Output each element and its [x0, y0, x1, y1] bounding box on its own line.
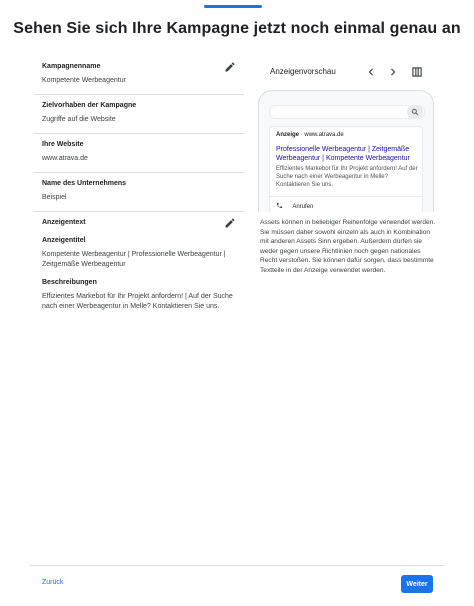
footer-divider — [30, 565, 444, 566]
back-button[interactable]: Zurück — [42, 579, 64, 586]
page-title: Sehen Sie sich Ihre Kampagne jetzt noch einmal genau an — [13, 20, 461, 37]
edit-ad-text-pencil-icon[interactable] — [224, 217, 236, 229]
preview-next-chevron-right-icon[interactable] — [386, 65, 400, 79]
ad-meta — [276, 132, 344, 138]
preview-prev-chevron-left-icon[interactable] — [364, 65, 378, 79]
website-label: Ihre Website — [42, 141, 84, 148]
ad-headline[interactable]: Professionelle Werbeagentur | Zeitgemäße Werbeagentur | Kompetente Werbeagentur — [276, 146, 410, 162]
edit-campaign-name-pencil-icon[interactable] — [224, 61, 236, 73]
mobile-preview-frame — [258, 90, 434, 212]
ad-text-label: Anzeigentext — [42, 219, 86, 226]
ad-description: Effizientes Markebot für Ihr Projekt anfordern! Auf der Suche nach einer Werbeagentur in Melle? Kontaktieren Sie uns. — [276, 166, 418, 188]
section-ad-text — [34, 212, 244, 320]
goal-value: Zugriffe auf die Website — [42, 116, 116, 123]
next-button[interactable]: Weiter — [401, 575, 433, 593]
preview-search-icon — [407, 105, 423, 119]
progress-indicator — [204, 5, 262, 8]
goal-label: Zielvorhaben der Kampagne — [42, 102, 137, 109]
campaign-name-label: Kampagnenname — [42, 63, 101, 70]
preview-header — [268, 64, 430, 82]
descriptions-label: Beschreibungen — [42, 279, 97, 286]
section-campaign-name — [34, 56, 244, 95]
preview-title: Anzeigenvorschau — [270, 67, 336, 76]
headlines-label: Anzeigentitel — [42, 237, 86, 244]
headlines-value: Kompetente Werbeagentur | Professionelle Werbeagentur | Zeitgemäße Werbeagentur — [42, 251, 226, 268]
section-goal — [34, 95, 244, 134]
phone-icon — [276, 202, 283, 209]
campaign-name-value: Kompetente Werbeagentur — [42, 77, 126, 84]
ad-display-url: www.atrava.de — [304, 132, 344, 138]
asset-order-notice: Assets können in beliebiger Reihenfolge verwendet werden. Sie müssen daher sowohl einzeln als auch in Kombination mit anderen Assets Sinn ergeben. Außerdem dürfen sie weder gegen unsere Richtlinien noch gegen nationales Recht verstoßen. Sie können dafür sorgen, dass bestimmte Textteile in der Anzeige verwendet werden. — [260, 219, 436, 274]
ad-divider — [270, 196, 422, 197]
business-name-value: Beispiel — [42, 194, 67, 201]
website-value: www.atrava.de — [42, 155, 88, 162]
section-business-name — [34, 173, 244, 212]
campaign-summary — [34, 56, 244, 320]
preview-search-bar — [269, 105, 425, 119]
ad-call-label: Anrufen — [292, 204, 314, 210]
ad-call-button[interactable] — [276, 202, 313, 210]
business-name-label: Name des Unternehmens — [42, 180, 127, 187]
ad-separator: · — [300, 132, 303, 138]
ad-badge: Anzeige — [276, 132, 300, 138]
preview-layout-columns-icon[interactable] — [410, 65, 424, 79]
descriptions-value: Effizientes Markebot für Ihr Projekt anfordern! | Auf der Suche nach einer Werbeagentur in Melle? Kontaktieren Sie uns. — [42, 293, 233, 310]
section-website — [34, 134, 244, 173]
ad-preview-card — [269, 126, 423, 212]
